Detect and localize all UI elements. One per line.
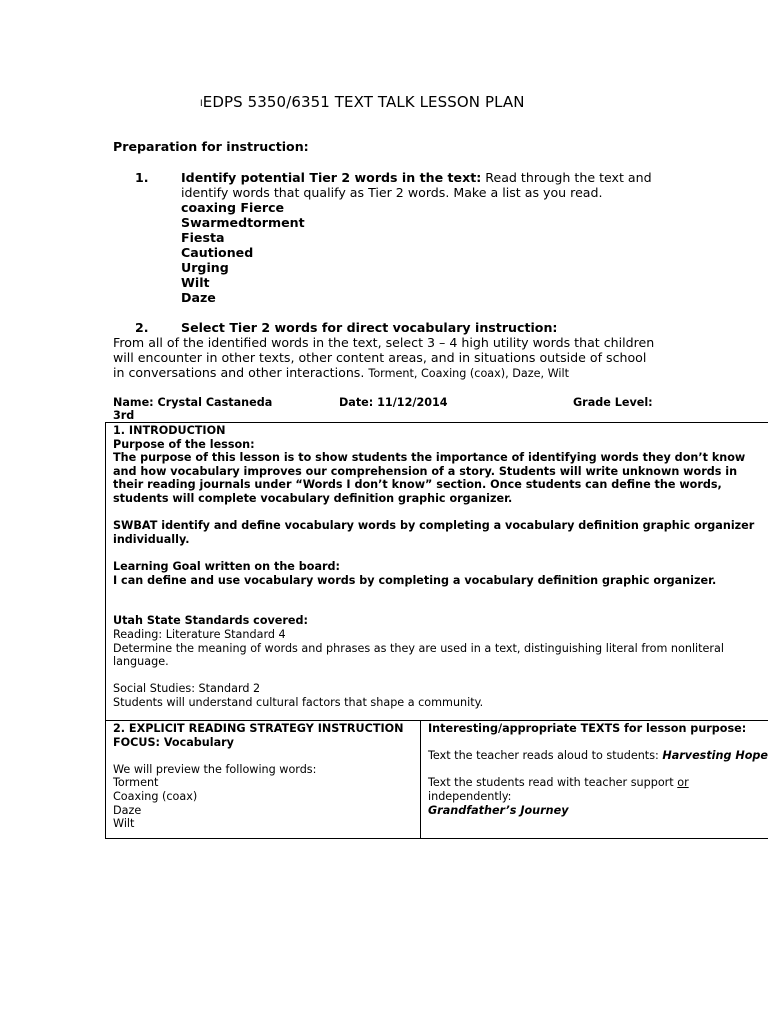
step1-line2: identify words that qualify as Tier 2 words. Make a list as you read. [181, 185, 603, 200]
reading-standard: Reading: Literature Standard 4 [113, 627, 286, 641]
purpose-label: Purpose of the lesson: [113, 437, 255, 451]
read-aloud-title: Harvesting Hope [662, 749, 768, 763]
tier2-word: Swarmedtorment [181, 215, 305, 230]
lesson-date: Date: 11/12/2014 [339, 396, 448, 409]
grade-level-label: Grade Level: [573, 396, 653, 409]
lesson-table [105, 422, 768, 839]
texts-cell [421, 721, 768, 839]
step1-text1: Read through the text and [481, 170, 652, 185]
texts-heading: Interesting/appropriate TEXTS for lesson purpose: [428, 722, 747, 735]
support-line [428, 776, 768, 790]
step2-line2: will encounter in other texts, other content areas, and in situations outside of school [113, 350, 647, 365]
goal-label: Learning Goal written on the board: [113, 559, 341, 573]
support-label: Text the students read with teacher support [428, 776, 678, 790]
goal-text: I can define and use vocabulary words by completing a vocabulary definition graphic organizer. [113, 573, 717, 587]
strategy-heading: 2. EXPLICIT READING STRATEGY INSTRUCTION [113, 722, 404, 735]
reading-description: Determine the meaning of words and phrases as they are used in a text, distinguishing literal from nonliteral [113, 641, 724, 655]
grade-level-value: 3rd [113, 409, 135, 422]
tier2-word: Daze [181, 290, 216, 305]
purpose-line: and how vocabulary improves our comprehension of a story. Students will write unknown words in [113, 464, 738, 478]
title-mark: I [200, 99, 203, 109]
support-label-2: independently: [428, 789, 512, 803]
strategy-focus: FOCUS: Vocabulary [113, 735, 234, 749]
step2-line1: From all of the identified words in the text, select 3 – 4 high utility words that children [113, 335, 655, 350]
preview-word: Torment [113, 776, 159, 790]
tier2-word: Cautioned [181, 245, 254, 260]
social-standard: Social Studies: Standard 2 [113, 682, 261, 696]
step2-selected-words: Torment, Coaxing (coax), Daze, Wilt [368, 367, 569, 380]
step2-number: 2. [135, 320, 149, 335]
step2-line3 [113, 365, 569, 381]
read-aloud-label: Text the teacher reads aloud to students: [428, 749, 663, 763]
intro-heading: 1. INTRODUCTION [113, 424, 226, 437]
purpose-line: their reading journals under “Words I don’t know” section. Once students can define the words, [113, 478, 722, 492]
step1-number: 1. [135, 170, 149, 185]
preview-word: Coaxing (coax) [113, 789, 198, 803]
purpose-line: The purpose of this lesson is to show students the importance of identifying words they don’t know [113, 451, 746, 465]
step1-bold: Identify potential Tier 2 words in the text: [181, 170, 482, 185]
step2-heading: Select Tier 2 words for direct vocabulary instruction: [181, 320, 558, 335]
step2-line3-text: in conversations and other interactions. [113, 365, 365, 380]
tier2-word: Urging [181, 260, 229, 275]
prep-heading: Preparation for instruction: [113, 139, 309, 154]
swbat-line: SWBAT identify and define vocabulary words by completing a vocabulary definition graphic organizer [113, 519, 755, 533]
swbat-line: individually. [113, 532, 190, 546]
title-text: EDPS 5350/6351 TEXT TALK LESSON PLAN [202, 93, 525, 111]
tier2-word: Wilt [181, 275, 210, 290]
reading-description: language. [113, 655, 169, 669]
social-description: Students will understand cultural factors that shape a community. [113, 695, 484, 709]
preview-word: Daze [113, 803, 142, 817]
strategy-cell [106, 721, 421, 839]
standards-label: Utah State Standards covered: [113, 614, 308, 628]
page-title [200, 93, 525, 111]
introduction-cell [106, 423, 768, 721]
tier2-word-list [181, 200, 305, 305]
preview-label: We will preview the following words: [113, 762, 317, 776]
step1-line1 [181, 170, 652, 185]
tier2-word: coaxing Fierce [181, 200, 285, 215]
teacher-name: Name: Crystal Castaneda [113, 396, 273, 409]
read-aloud-line [428, 749, 768, 763]
support-or: or [677, 776, 689, 790]
purpose-line: students will complete vocabulary definition graphic organizer. [113, 491, 513, 505]
tier2-word: Fiesta [181, 230, 225, 245]
support-title: Grandfather’s Journey [428, 803, 569, 817]
preview-word: Wilt [113, 817, 135, 831]
